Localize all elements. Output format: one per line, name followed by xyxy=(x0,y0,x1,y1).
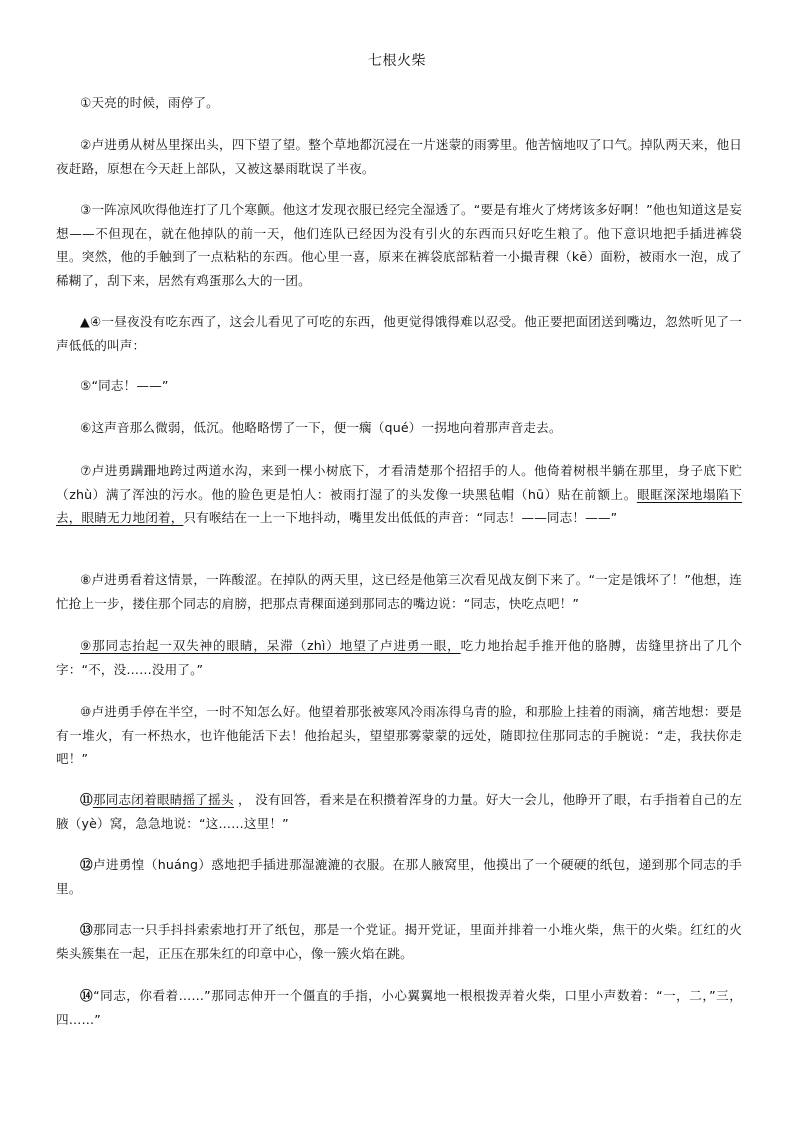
paragraph-8: ⑧卢进勇看着这情景，一阵酸涩。在掉队的两天里，这已经是他第三次看见战友倒下来了。“一定是饿坏了！”他想，连忙抢上一步，搂住那个同志的肩膀，把那点青稞面递到那同志的嘴边说：“同志，快吃点吧！” xyxy=(56,572,742,611)
paragraph-7-text-b: 只有喉结在一上一下地抖动，嘴里发出低低的声音：“同志！——同志！——” xyxy=(183,510,618,525)
paragraph-9 xyxy=(56,634,742,681)
page-title: 七根火柴 xyxy=(368,53,426,69)
paragraph-5: ⑤“同志！——” xyxy=(80,378,169,393)
paragraph-13-number: ⑬ xyxy=(80,922,93,937)
paragraph-4: ▲④一昼夜没有吃东西了，这会儿看见了可吃的东西，他更觉得饿得难以忍受。他正要把面团送到嘴边，忽然听见了一声低低的叫声： xyxy=(56,314,742,353)
paragraph-7-text-a: ⑦卢进勇蹒跚地跨过两道水沟，来到一棵小树底下，才看清楚那个招招手的人。他倚着树根半躺在那里，身子底下贮（zhù）满了浑浊的污水。他的脸色更是怕人：被雨打湿了的头发像一块黑毡帽（hū）贴在前额上。 xyxy=(56,463,742,502)
paragraph-13-text: 那同志一只手抖抖索索地打开了纸包，那是一个党证。揭开党证，里面并排着一小堆火柴，焦干的火柴。红红的火柴头簇集在一起，正压在那朱红的印章中心，像一簇火焰在跳。 xyxy=(56,922,743,961)
paragraph-11-number: ⑪ xyxy=(80,792,93,807)
paragraph-12-text: 卢进勇惶（huáng）惑地把手插进那湿漉漉的衣服。在那人腋窝里，他摸出了一个硬硬的纸包，递到那个同志的手里。 xyxy=(56,857,742,896)
paragraph-14-text: “同志，你看着……”那同志伸开一个僵直的手指，小心翼翼地一根根拨弄着火柴，口里小声数着：“一，二，”三，四……” xyxy=(56,988,742,1027)
paragraph-1: ①天亮的时候，雨停了。 xyxy=(80,95,219,110)
paragraph-2: ②卢进勇从树丛里探出头，四下望了望。整个草地都沉浸在一片迷蒙的雨雾里。他苦恼地叹了口气。掉队两天来，他日夜赶路，原想在今天赶上部队，又被这暴雨耽误了半夜。 xyxy=(56,137,742,176)
paragraph-13 xyxy=(56,918,742,965)
paragraph-11-underlined: 那同志闭着眼睛摇了摇头 xyxy=(92,792,234,807)
paragraph-7 xyxy=(56,459,742,530)
paragraph-10: ⑩卢进勇手停在半空，一时不知怎么好。他望着那张被寒风冷雨冻得乌青的脸，和那脸上挂着的雨滴，痛苦地想：要是有一堆火，有一杯热水，也许他能活下去！他抬起头，望望那雾蒙蒙的远处，随即拉住那同志的手腕说：“走，我扶你走吧！” xyxy=(56,704,742,766)
paragraph-14 xyxy=(56,984,742,1031)
paragraph-9-underlined: ⑨那同志抬起一双失神的眼睛，呆滞（zhì）地望了卢进勇一眼， xyxy=(80,638,461,653)
paragraph-9-text: 吃力地抬起手推开他的胳膊，齿缝里挤出了几个字：“不，没……没用了。” xyxy=(56,638,742,677)
paragraph-12-number: ⑫ xyxy=(80,857,93,872)
paragraph-7-underlined: 眼眶深深地塌陷下去，眼睛无力地闭着， xyxy=(56,486,743,525)
paragraph-6: ⑥这声音那么微弱，低沉。他略略愣了一下，便一瘸（qué）一拐地向着那声音走去。 xyxy=(80,420,562,435)
paragraph-12 xyxy=(56,853,742,900)
paragraph-11-text: ， 没有回答，看来是在积攒着浑身的力量。好大一会儿，他睁开了眼，右手指着自己的左腋（yè）窝，急急地说：“这……这里！” xyxy=(56,792,743,831)
paragraph-14-number: ⑭ xyxy=(80,988,94,1003)
paragraph-11 xyxy=(56,788,742,835)
paragraph-3: ③一阵凉风吹得他连打了几个寒颤。他这才发现衣服已经完全湿透了。“要是有堆火了烤烤该多好啊！”他也知道这是妄想——不但现在，就在他掉队的前一天，他们连队已经因为没有引火的东西而只好吃生粮了。他下意识地把手插进裤袋里。突然，他的手触到了一点粘粘的东西。他心里一喜，原来在裤袋底部粘着一小撮青稞（kē）面粉，被雨水一泡，成了稀糊了，刮下来，居然有鸡蛋那么大的一团。 xyxy=(56,202,742,288)
